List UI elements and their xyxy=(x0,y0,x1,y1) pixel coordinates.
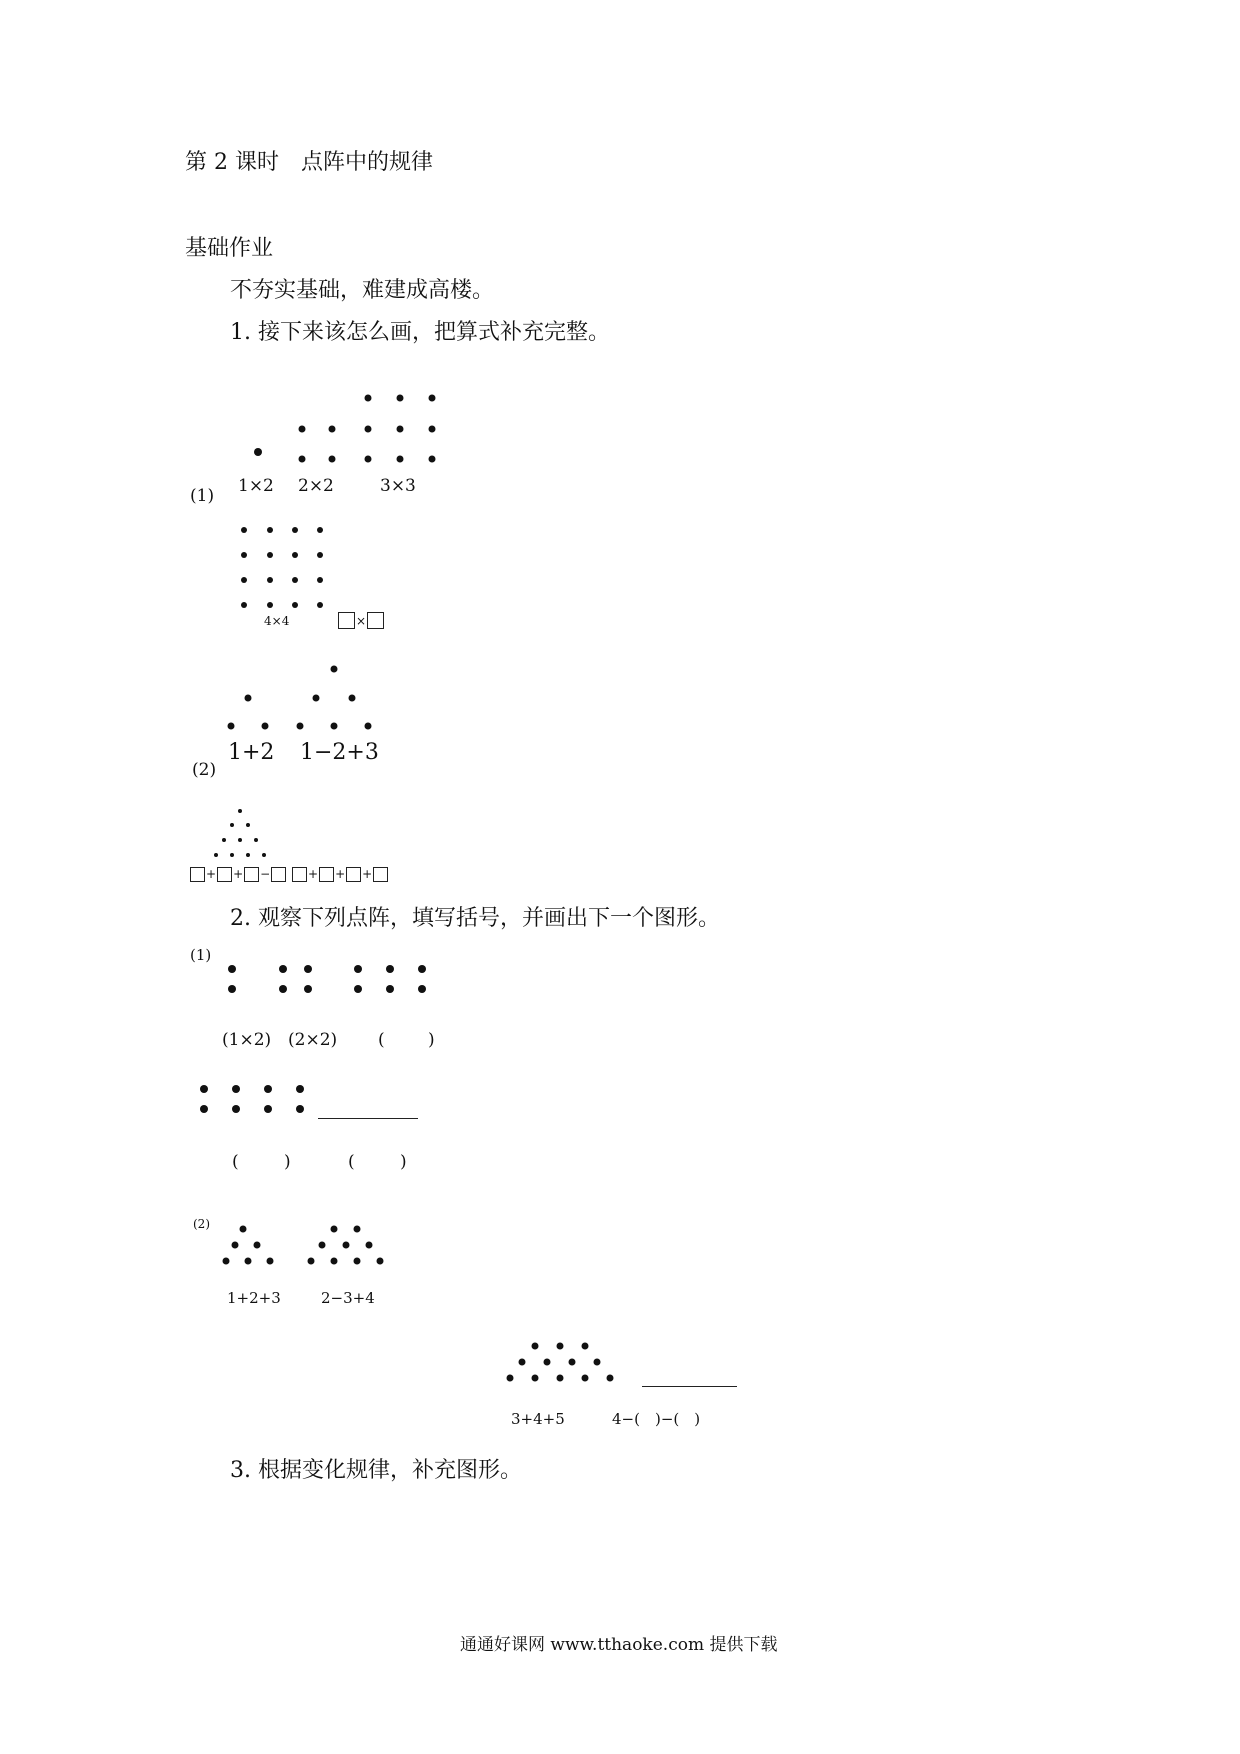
section-title: 基础作业 xyxy=(185,236,274,261)
q1-caption-3: 3×3 xyxy=(380,476,416,496)
q2-blank-close[interactable]: ) xyxy=(400,1152,407,1172)
q2-blank-open: ( xyxy=(232,1152,239,1172)
q1-part2-caption-2: 1−2+3 xyxy=(300,740,379,765)
q1-part1-label: (1) xyxy=(190,486,215,506)
q2-part2-label: (2) xyxy=(193,1217,210,1231)
q1-part2-caption-1: 1+2 xyxy=(228,740,275,765)
q2-caption-1: (1×2) xyxy=(222,1030,272,1050)
q2-caption-2: (2×2) xyxy=(288,1030,338,1050)
plus-sign: + xyxy=(206,867,217,881)
motto: 不夯实基础，难建成高楼。 xyxy=(230,278,495,303)
q1-caption-1: 1×2 xyxy=(238,476,274,496)
q2-part2-caption-2: 2−3+4 xyxy=(321,1289,375,1307)
times-sign: × xyxy=(356,614,367,628)
plus-sign: + xyxy=(335,867,346,881)
q1-part2-label: (2) xyxy=(192,760,217,780)
q3-prompt: 3. 根据变化规律，补充图形。 xyxy=(230,1458,522,1483)
q2-part1-label: (1) xyxy=(190,946,212,964)
q2-part2-caption-4[interactable]: 4−( )−( ) xyxy=(612,1410,701,1428)
q2-blank-open: ( xyxy=(348,1152,355,1172)
minus-sign: − xyxy=(260,867,271,881)
footer-credit: 通通好课网 www.tthaoke.com 提供下载 xyxy=(460,1635,778,1655)
q2-part2-caption-3: 3+4+5 xyxy=(511,1410,565,1428)
plus-sign: + xyxy=(308,867,319,881)
plus-sign: + xyxy=(233,867,244,881)
q2-blank-open: ( xyxy=(378,1030,385,1050)
q2-blank-close[interactable]: ) xyxy=(284,1152,291,1172)
drawing-line[interactable] xyxy=(642,1386,737,1387)
q2-blank-close[interactable]: ) xyxy=(428,1030,435,1050)
q2-prompt: 2. 观察下列点阵，填写括号，并画出下一个图形。 xyxy=(230,906,720,931)
q1-caption-2: 2×2 xyxy=(298,476,334,496)
plus-sign: + xyxy=(362,867,373,881)
q1-prompt: 1. 接下来该怎么画，把算式补充完整。 xyxy=(230,320,610,345)
q2-part2-caption-1: 1+2+3 xyxy=(227,1289,281,1307)
lesson-title: 第 2 课时 点阵中的规律 xyxy=(185,150,433,175)
q1-caption-4: 4×4 xyxy=(264,614,290,628)
